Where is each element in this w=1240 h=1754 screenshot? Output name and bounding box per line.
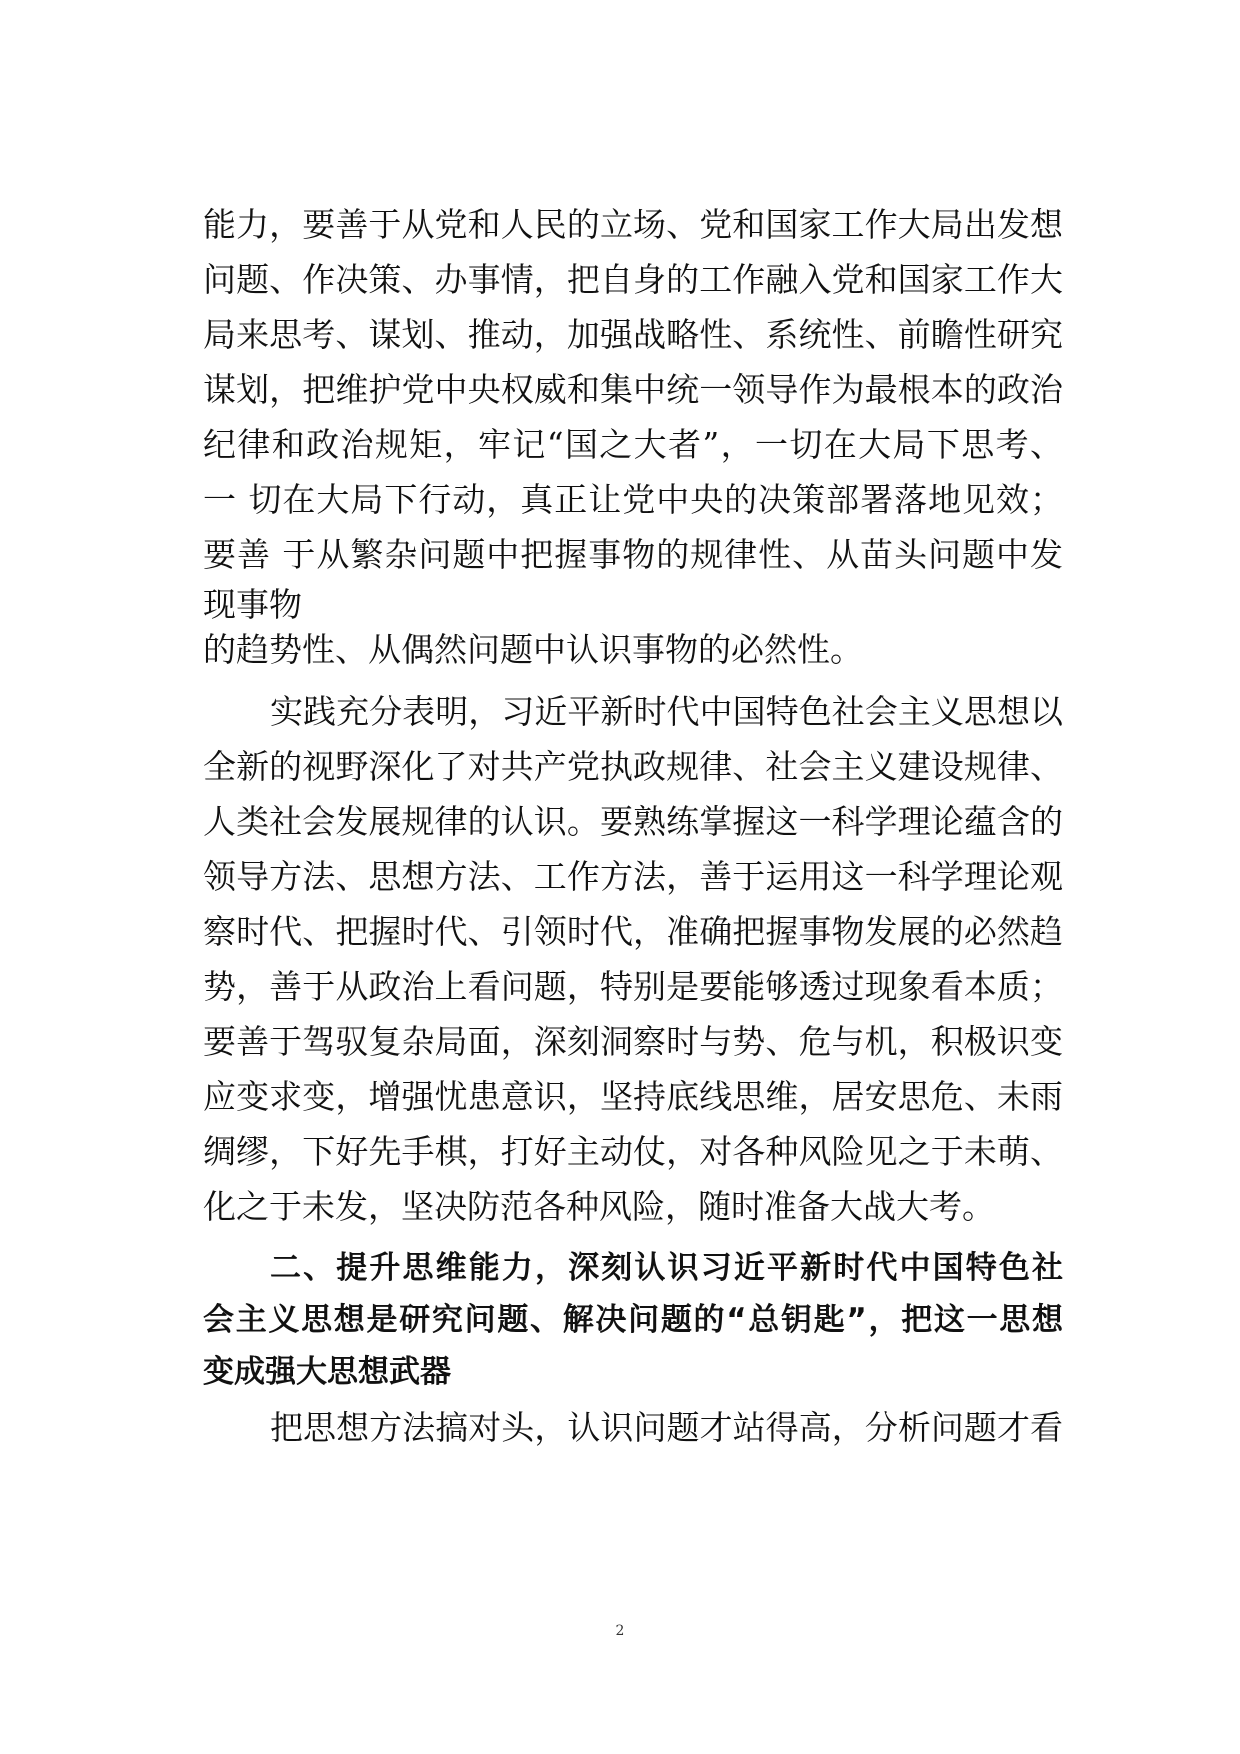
paragraph-line: 人类社会发展规律的认识。要熟练掌握这一科学理论蕴含的 — [203, 802, 1063, 841]
section-heading-line: 二、提升思维能力，深刻认识习近平新时代中国特色社 — [270, 1250, 1063, 1286]
paragraph-line: 局来思考、谋划、推动，加强战略性、系统性、前瞻性研究 — [203, 315, 1063, 354]
paragraph-line: 现事物 — [203, 585, 302, 624]
paragraph-line: 谋划，把维护党中央权威和集中统一领导作为最根本的政治 — [203, 370, 1063, 409]
paragraph-line: 一 切在大局下行动，真正让党中央的决策部署落地见效； — [203, 480, 1063, 519]
paragraph-line: 能力，要善于从党和人民的立场、党和国家工作大局出发想 — [203, 205, 1063, 244]
paragraph-line: 势，善于从政治上看问题，特别是要能够透过现象看本质； — [203, 967, 1063, 1006]
page-number: 2 — [615, 1623, 625, 1639]
paragraph-line: 要善 于从繁杂问题中把握事物的规律性、从苗头问题中发 — [203, 535, 1063, 574]
paragraph-line: 的趋势性、从偶然问题中认识事物的必然性。 — [203, 630, 863, 669]
section-heading-line: 变成强大思想武器 — [203, 1354, 451, 1390]
paragraph-line: 绸缪，下好先手棋，打好主动仗，对各种风险见之于未萌、 — [203, 1132, 1063, 1171]
paragraph-line: 化之于未发，坚决防范各种风险，随时准备大战大考。 — [203, 1187, 995, 1226]
paragraph-line: 察时代、把握时代、引领时代，准确把握事物发展的必然趋 — [203, 912, 1063, 951]
paragraph-line: 全新的视野深化了对共产党执政规律、社会主义建设规律、 — [203, 747, 1063, 786]
paragraph-line: 领导方法、思想方法、工作方法，善于运用这一科学理论观 — [203, 857, 1063, 896]
paragraph-line: 问题、作决策、办事情，把自身的工作融入党和国家工作大 — [203, 260, 1063, 299]
paragraph-line: 要善于驾驭复杂局面，深刻洞察时与势、危与机，积极识变 — [203, 1022, 1063, 1061]
paragraph-line: 把思想方法搞对头，认识问题才站得高，分析问题才看 — [270, 1408, 1063, 1447]
paragraph-line: 实践充分表明，习近平新时代中国特色社会主义思想以 — [270, 692, 1063, 731]
paragraph-line: 纪律和政治规矩，牢记“国之大者”，一切在大局下思考、 — [203, 425, 1063, 464]
section-heading-line: 会主义思想是研究问题、解决问题的“总钥匙”，把这一思想 — [203, 1302, 1063, 1338]
paragraph-line: 应变求变，增强忧患意识，坚持底线思维，居安思危、未雨 — [203, 1077, 1063, 1116]
